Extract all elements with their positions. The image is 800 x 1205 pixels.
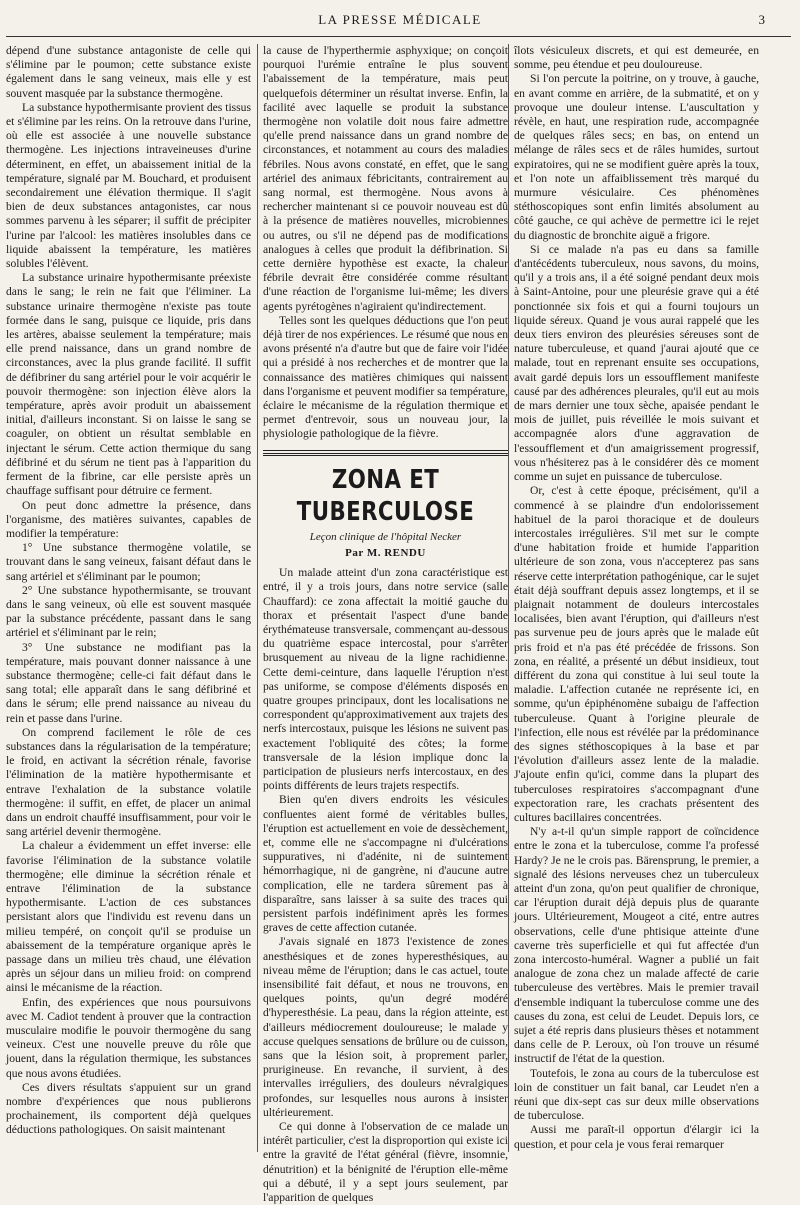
paragraph: Ce qui donne à l'observation de ce malade un intérêt particulier, c'est la disproportion qui existe ici entre la gravité de l'état général (fièvre, insomnie, dénutrition) et la bénignité de l'éruption elle-même qui a débuté, il y a sept jours seulement, par l'apparition de quelques [263,1120,508,1205]
paragraph: N'y a-t-il qu'un simple rapport de coïncidence entre le zona et la tuberculose, comme l'a professé Hardy? Je ne le crois pas. Bärensprung, le premier, a signalé des lésions nerveuses chez un tuberculeux atteint d'un zona, qu'on peut qualifier de chronique, car l'éruption durait déjà depuis plus de quarante jours. Ultérieurement, Mougeot a cité, entre autres observations, celle d'une phtisique atteinte d'une caverne très superficielle et qui fut affectée d'un zona intercosto-huméral. Wagner a publié un fait analogue de zona chez un malade affecté de carie tuberculeuse des vertèbres. Mais le premier travail d'ensemble indiquant la tuberculose comme une des causes du zona, est celui de Leudet. Depuis lors, ce sujet a été repris dans plusieurs thèses et notamment dans celle de P. Leroux, où l'on trouve un résumé instructif de l'état de la question. [514,825,759,1066]
paragraph: Bien qu'en divers endroits les vésicules confluentes aient formé de véritables bulles, l'éruption est actuellement en voie de dessèchement, et, comme elle ne s'accompagne ni d'ulcérations suppuratives, ni d'adénite, ni de suintement hémorrhagique, ni de gangrène, ni d'aucune autre complication, elle ne tardera sûrement pas à disparaître, sans laisser à sa suite des traces qui persistent parfois indéfiniment après les formes graves de cette affection cutanée. [263,793,508,935]
article-subtitle: Leçon clinique de l'hôpital Necker [309,530,462,543]
page-number: 3 [758,12,765,27]
paragraph: On peut donc admettre la présence, dans l'organisme, des matières suivantes, capables de modifier la température: [6,498,251,540]
article-title: ZONA ET TUBERCULOSE [296,464,475,527]
article-author: Par M. RENDU [345,546,426,559]
column-rule [508,44,509,1152]
paragraph: On comprend facilement le rôle de ces substances dans la régularisation de la température; le froid, en activant la sécrétion rénale, favorise l'élimination de la matière hypothermisante et entrave l'exhalation de la substance volatile thermogène: il suffit, en effet, de placer un animal dans un endroit chauffé insuffisamment, pour voir le sang artériel devenir thermogène. [6,725,251,839]
paragraph: Un malade atteint d'un zona caractéristique est entré, il y a trois jours, dans notre service (salle Chauffard): ce zona affectait la moitié gauche du thorax et présentait l'aspect d'une bande érythémateuse transversale, commençant au-dessous du quatrième espace intercostal, pour s'arrêter brusquement au niveau de la ligne rachidienne. Cette demi-ceinture, dans laquelle l'éruption n'est pas uniforme, se compose d'éléments disposés en quatre groupes principaux, dont les localisations ne correspondent qu'approximativement aux trajets des nerfs intercostaux, puisque les lésions ne suivent pas exactement l'obliquité des côtes; la forme transversale de la lésion implique donc la participation de plusieurs nerfs intercostaux, en des points différents de leurs trajets respectifs. [263,566,508,793]
paragraph: Ces divers résultats s'appuient sur un grand nombre d'expériences que nous publierons prochainement, ils comportent déjà quelques déductions pathologiques. On saisit maintenant [6,1080,251,1137]
paragraph: Toutefois, le zona au cours de la tuberculose est loin de constituer un fait banal, car Leudet n'en a réuni que dix-sept cas sur deux mille observations de tuberculose. [514,1066,759,1123]
paragraph: Si l'on percute la poitrine, on y trouve, à gauche, en avant comme en arrière, de la submatité, et on y provoque une douleur intense. L'auscultation y révèle, en haut, une respiration rude, accompagnée de quelques râles secs; en bas, on entend un mélange de râles secs et de râles humides, surtout expiratoires, qui ne se modifient guère après la toux, et l'on note un affaiblissement très marqué du murmure vésiculaire. Ces phénomènes stéthoscopiques sont enfin limités absolument au côté gauche, ce qui achève de permettre ici le rejet du diagnostic de bronchite aiguë a frigore. [514,72,759,242]
paragraph: Aussi me paraît-il opportun d'élargir ici la question, et pour cela je vous ferai remarquer [514,1123,759,1151]
paragraph: Enfin, des expériences que nous poursuivons avec M. Cadiot tendent à prouver que la contraction musculaire modifie le pouvoir thermogène du sang veineux. C'est une nouvelle preuve du rôle que jouent, dans la régulation thermique, les substances que nous avons étudiées. [6,995,251,1080]
page-header [0,12,800,32]
paragraph: îlots vésiculeux discrets, et qui est demeurée, en somme, peu étendue et peu douloureuse. [514,44,759,72]
header-rule [6,36,791,37]
paragraph: La substance hypothermisante provient des tissus et s'élimine par les reins. On la retrouve dans l'urine, où elle est associée à une nouvelle substance thermogène. Les injections intraveineuses d'urine déterminent, en effet, un abaissement initial de la température, signalé par M. Bouchard, et produisent secondairement une élévation thermique. Il s'agit bien de deux substances antagonistes, car nous sommes parvenu à les séparer; il suffit de précipiter l'urine par l'alcool: les matières insolubles dans ce liquide abaissent la température, les matières solubles l'élèvent. [6,100,251,271]
paragraph: dépend d'une substance antagoniste de celle qui s'élimine par le poumon; cette substance existe également dans le sang veineux, mais elle y est souvent masquée par la substance thermogène. [6,44,251,100]
paragraph: La substance urinaire hypothermisante préexiste dans le sang; le rein ne fait que l'éliminer. La substance urinaire thermogène n'existe pas toute formée dans le sang, puisque ce liquide, pris dans les artères, abaisse seulement la température; mais elle prend naissance, dans un grand nombre de circonstances, avec la plus grande facilité. Il suffit de défibriner du sang artériel pour le voir acquérir le pouvoir thermogène: son injection élève alors la température, après avoir produit un abaissement initial, d'ailleurs inconstant. Si on laisse le sang se coaguler, on obtient un résultat semblable en injectant le sérum. Cette action thermique du sang défibriné et du sérum ne tient pas à l'apparition du ferment de la fibrine, car elle persiste après un chauffage suffisant pour détruire ce ferment. [6,271,251,498]
column-rule [257,44,258,1152]
column-middle [263,44,508,1205]
paragraph: 1° Une substance thermogène volatile, se trouvant dans le sang veineux, faisant défaut dans le sang artériel et s'éliminant par le poumon; [6,541,251,583]
paragraph: 3° Une substance ne modifiant pas la température, mais pouvant donner naissance à une substance thermogène; celle-ci fait défaut dans le sang total; elle apparaît dans le sang défibriné et dans le sérum; elle prend naissance au niveau du rein et passe dans l'urine. [6,640,251,725]
paragraph: Telles sont les quelques déductions que l'on peut déjà tirer de nos expériences. Le résumé que nous en avons présenté n'a d'autre but que de faire voir l'idée qui a présidé à nos recherches et de montrer que la connaissance des matières chimiques qui naissent dans l'organisme et peuvent modifier sa température, éclaire le mécanisme de la régulation thermique et permet d'entrevoir, sous un nouveau jour, la physiologie pathologique de la fièvre. [263,313,508,441]
paragraph: Or, c'est à cette époque, précisément, qu'il a commencé à se plaindre d'un endolorissement habituel de la paroi thoracique et de douleurs intercostales irrégulières. S'il met sur le compte d'une habitation froide et humide l'apparition ultérieure de son zona, vous n'accepterez pas sans réserve cette interprétation pathogénique, car le sujet était déjà souffrant depuis assez longtemps, et il se plaignait notamment de douleurs intercostales localisées, bien avant l'éruption, qui d'ailleurs n'est pas survenue peu de jours après que le malade eût pris froid et n'a pas été précédée de frissons. Son zona, en réalité, a présenté un début insidieux, tout différent du zona qui constitue à lui seul toute la maladie. L'affection cutanée ne représente ici, en somme, qu'un épiphénomène subaigu de l'affection tuberculeuse. Quant à l'origine pleurale de l'infection, elle nous est révélée par la prédominance des signes stéthoscopiques à la base et par l'évolution d'ailleurs assez lente de la maladie. J'ajoute enfin qu'ici, comme dans la plupart des tuberculoses respiratoires s'accompagnant d'une expectoration rare, les crachats présentent des cultures bacillaires concentrées. [514,484,759,824]
column-right [514,44,759,1152]
paragraph: Si ce malade n'a pas eu dans sa famille d'antécédents tuberculeux, nous savons, du moins, qu'il y a trois ans, il a été soigné pendant deux mois à Saint-Antoine, pour une pleurésie grave qui a été ponctionnée six fois et qui a fourni toujours un liquide séreux. Quand je vous aurai rappelé que les deux tiers environ des pleurésies séreuses sont de nature tuberculeuse, et quand j'aurai ajouté que ce malade, tout en reprenant ensuite ses occupations, avait gardé depuis lors un essoufflement manifeste causé par des adhérences pleurales, qu'il eut au mois de mars dernier une toux sèche, apaisée pendant le mois de juillet, puis réveillée le mois suivant et accompagnée alors d'une aggravation de l'essoufflement et d'un amaigrissement progressif, vous n'hésiterez pas à le considérer dès ce moment comme un sujet en puissance de tuberculose. [514,242,759,484]
paragraph: La chaleur a évidemment un effet inverse: elle favorise l'élimination de la substance volatile thermogène; elle diminue la sécrétion rénale et entrave l'élimination de la substance hypothermisante. L'action de ces substances persistant alors que l'individu est revenu dans un milieu tempéré, on conçoit qu'il se produise un abaissement de la température organique après le passage dans un milieu très chaud, une élévation après un séjour dans un milieu froid: on comprend ainsi le mécanisme de la réaction. [6,839,251,995]
paragraph: la cause de l'hyperthermie asphyxique; on conçoit pourquoi l'urémie entraîne le plus souvent l'abaissement de la température, mais peut quelquefois déterminer un résultat inverse. Enfin, la facilité avec laquelle se produit la substance thermogène non volatile doit nous faire admettre qu'elle prend naissance dans un grand nombre de circonstances, et notamment au cours des maladies fébriles. Nous avons constaté, en effet, que le sang artériel des animaux fébricitants, contrairement au sang normal, est thermogène. Nous avons à rechercher maintenant si ce pouvoir nouveau est dû à la présence de matières nouvelles, microbiennes ou autres, ou s'il ne dépend pas de modifications analogues à celles que produit la défibrination. Si cette dernière hypothèse est exacte, la chaleur fébrile devrait être considérée comme résultant d'une réaction de l'organisme lui-même; les divers agents pyrétogènes n'agiraient qu'indirectement. [263,44,508,313]
paragraph: 2° Une substance hypothermisante, se trouvant dans le sang veineux, où elle est souvent masquée par la substance précédente, passant dans le sang artériel et s'éliminant par le rein; [6,583,251,640]
paragraph: J'avais signalé en 1873 l'existence de zones anesthésiques et de zones hyperesthésiques, au niveau même de l'éruption; dans le cas actuel, toute insensibilité fait défaut, et nous ne trouvons, en quelques points, qu'un degré modéré d'hyperesthésie. La peau, dans la région atteinte, est d'ailleurs médiocrement douloureuse; le malade y accuse quelques sensations de brûlure ou de cuisson, sans que la lésion soit, à proprement parler, prurigineuse. En revanche, il survient, à des intervalles irréguliers, des douleurs névralgiques profondes, sur lesquelles nous aurons à insister ultérieurement. [263,935,508,1119]
section-rule-double [263,453,508,456]
journal-title: LA PRESSE MÉDICALE [318,12,482,27]
section-rule [263,450,508,451]
column-left [6,44,251,1152]
